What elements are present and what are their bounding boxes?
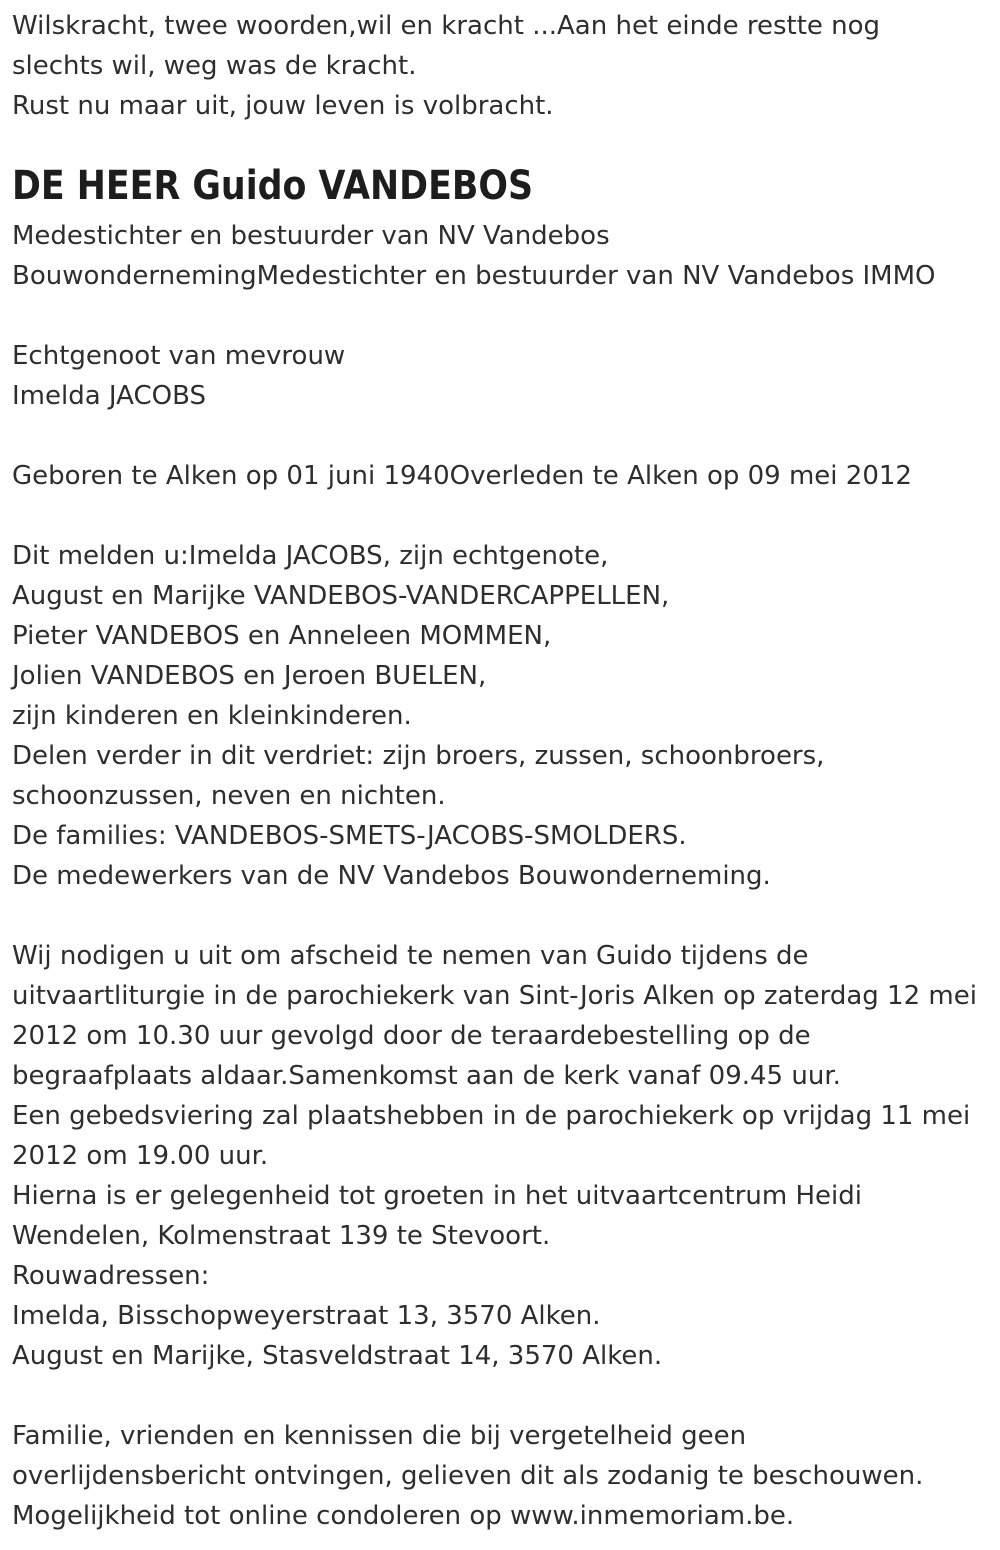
family-line: August en Marijke VANDEBOS-VANDERCAPPELLEN, <box>12 581 670 611</box>
service-line: uitvaartliturgie in de parochiekerk van Sint-Joris Alken op zaterdag 12 mei <box>12 981 977 1011</box>
closing-section <box>12 1416 986 1536</box>
closing-line: overlijdensbericht ontvingen, gelieven dit als zodanig te beschouwen. <box>12 1461 924 1491</box>
online-condolence-line: Mogelijkheid tot online condoleren op www.inmemoriam.be. <box>12 1501 795 1531</box>
service-line: 2012 om 19.00 uur. <box>12 1141 269 1171</box>
family-announcement <box>12 536 986 896</box>
service-line: begraafplaats aldaar.Samenkomst aan de kerk vanaf 09.45 uur. <box>12 1061 841 1091</box>
family-line: Pieter VANDEBOS en Anneleen MOMMEN, <box>12 621 552 651</box>
deceased-roles <box>12 216 986 296</box>
epigraph-line: Rust nu maar uit, jouw leven is volbracht. <box>12 91 554 121</box>
family-line: Delen verder in dit verdriet: zijn broers, zussen, schoonbroers, <box>12 741 825 771</box>
service-line: 2012 om 10.30 uur gevolgd door de teraardebestelling op de <box>12 1021 811 1051</box>
family-line: Jolien VANDEBOS en Jeroen BUELEN, <box>12 661 487 691</box>
spouse-line: Echtgenoot van mevrouw <box>12 341 346 371</box>
family-line: De families: VANDEBOS-SMETS-JACOBS-SMOLDERS. <box>12 821 687 851</box>
epigraph-line: slechts wil, weg was de kracht. <box>12 51 417 81</box>
spouse-name: Imelda JACOBS <box>12 381 206 411</box>
family-line: De medewerkers van de NV Vandebos Bouwonderneming. <box>12 861 771 891</box>
mourning-addresses-label: Rouwadressen: <box>12 1261 210 1291</box>
closing-line: Familie, vrienden en kennissen die bij vergetelheid geen <box>12 1421 747 1451</box>
deceased-name-heading: DE HEER Guido VANDEBOS <box>12 163 534 209</box>
family-line: zijn kinderen en kleinkinderen. <box>12 701 412 731</box>
service-details <box>12 936 986 1376</box>
epigraph-line: Wilskracht, twee woorden,wil en kracht ...Aan het einde restte nog <box>12 11 881 41</box>
life-dates-section <box>12 456 986 496</box>
service-line: Wij nodigen u uit om afscheid te nemen van Guido tijdens de <box>12 941 809 971</box>
service-line: Een gebedsviering zal plaatshebben in de parochiekerk op vrijdag 11 mei <box>12 1101 971 1131</box>
mourning-address-line: Imelda, Bisschopweyerstraat 13, 3570 Alken. <box>12 1301 601 1331</box>
spouse-section <box>12 336 986 416</box>
mourning-address-line: August en Marijke, Stasveldstraat 14, 3570 Alken. <box>12 1341 663 1371</box>
service-line: Hierna is er gelegenheid tot groeten in het uitvaartcentrum Heidi <box>12 1181 863 1211</box>
family-line: Dit melden u:Imelda JACOBS, zijn echtgenote, <box>12 541 609 571</box>
service-line: Wendelen, Kolmenstraat 139 te Stevoort. <box>12 1221 551 1251</box>
role-line: Medestichter en bestuurder van NV Vandebos <box>12 221 610 251</box>
family-line: schoonzussen, neven en nichten. <box>12 781 446 811</box>
life-dates-line: Geboren te Alken op 01 juni 1940Overleden te Alken op 09 mei 2012 <box>12 461 912 491</box>
role-line: BouwondernemingMedestichter en bestuurder van NV Vandebos IMMO <box>12 261 936 291</box>
epigraph <box>12 6 986 126</box>
